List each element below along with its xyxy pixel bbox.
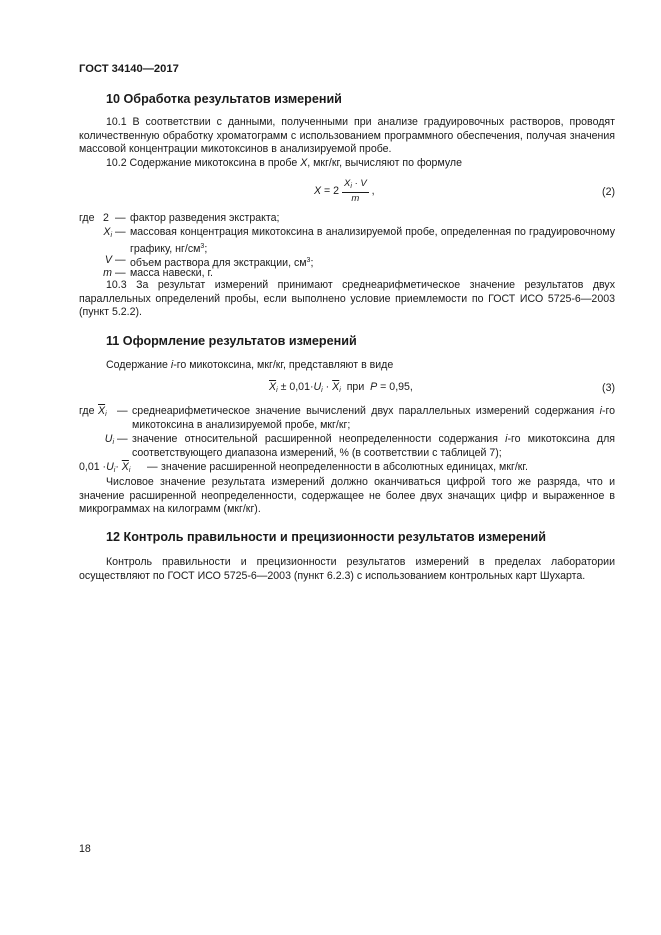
- definition-row: $0,01 \cdot U_i\cdot \overline{X}_i$ — значение расширенной неопределенности в абсолютных единицах, мкг/кг.: [79, 461, 528, 474]
- definition-row: V — объем раствора для экстракции, $см^3$;: [104, 254, 314, 269]
- formula-2: X = 2 $\frac{X_i \cdot V}{m}$ ,: [314, 178, 375, 204]
- page-number: 18: [79, 843, 91, 855]
- paragraph-10-3: 10.3 За результат измерений принимают среднеарифметическое значение результатов двух параллельных определений пробы, если выполнено условие приемлемости по ГОСТ ИСО 5725-6—2003 (пункт 5.2.2).: [79, 279, 615, 319]
- paragraph-11-intro: Содержание i-го микотоксина, мкг/кг, представляют в виде: [106, 359, 394, 371]
- formula-2-fraction: $\frac{X_i \cdot V}{m}$: [344, 178, 367, 204]
- equation-number-2: (2): [602, 186, 615, 198]
- paragraph-11-numeric: Числовое значение результата измерений должно оканчиваться цифрой того же разряда, что и значение расширенной неопределенности, содержащее не более двух значащих цифр и выраженное в микрограммах на килограмм (мкг/кг).: [79, 476, 615, 516]
- paragraph-10-2: 10.2 Содержание микотоксина в пробе X, мкг/кг, вычисляют по формуле: [106, 157, 462, 169]
- paragraph-10-1: 10.1 В соответствии с данными, полученными при анализе градуировочных растворов, проводят количественную обработку хроматограмм с использованием программного обеспечения, получая значения массовой концентрации микотоксинов в анализируемой пробе.: [79, 116, 615, 156]
- formula-3: $\overline{X}_i \pm 0,01\cdot U_i \cdot \overline{X}_i$ при P = 0,95,: [269, 381, 413, 394]
- section-11-title: 11 Оформление результатов измерений: [106, 334, 357, 348]
- standard-header: ГОСТ 34140—2017: [79, 63, 179, 75]
- definitions-10: [79, 212, 615, 281]
- definition-row: $U_i$ — значение относительной расширенной неопределенности содержания i-го микотоксина для соответствующего диапазона измерений, % (в соответствии с таблицей 7);: [104, 433, 615, 459]
- definitions-11: [79, 405, 615, 475]
- section-10-title: 10 Обработка результатов измерений: [106, 92, 342, 106]
- equation-number-3: (3): [602, 382, 615, 394]
- definition-row: $X_i$ — массовая концентрация микотоксина в анализируемой пробе, определенная по градуировочному графику, $нг/см^3$;: [103, 226, 615, 255]
- definition-row: где 2 — фактор разведения экстракта;: [79, 212, 280, 224]
- definition-row: m — масса навески, г.: [103, 267, 213, 279]
- section-12-title: 12 Контроль правильности и прецизионности результатов измерений: [106, 530, 546, 544]
- definition-row: где $\overline{X}_i$ — среднеарифметическое значение вычислений двух параллельных измерений содержания i-го микотоксина в анализируемой пробе, мкг/кг;: [79, 405, 615, 431]
- paragraph-12: Контроль правильности и прецизионности результатов измерений в пределах лаборатории осуществляют по ГОСТ ИСО 5725-6—2003 (пункт 6.2.3) с использованием контрольных карт Шухарта.: [79, 556, 615, 582]
